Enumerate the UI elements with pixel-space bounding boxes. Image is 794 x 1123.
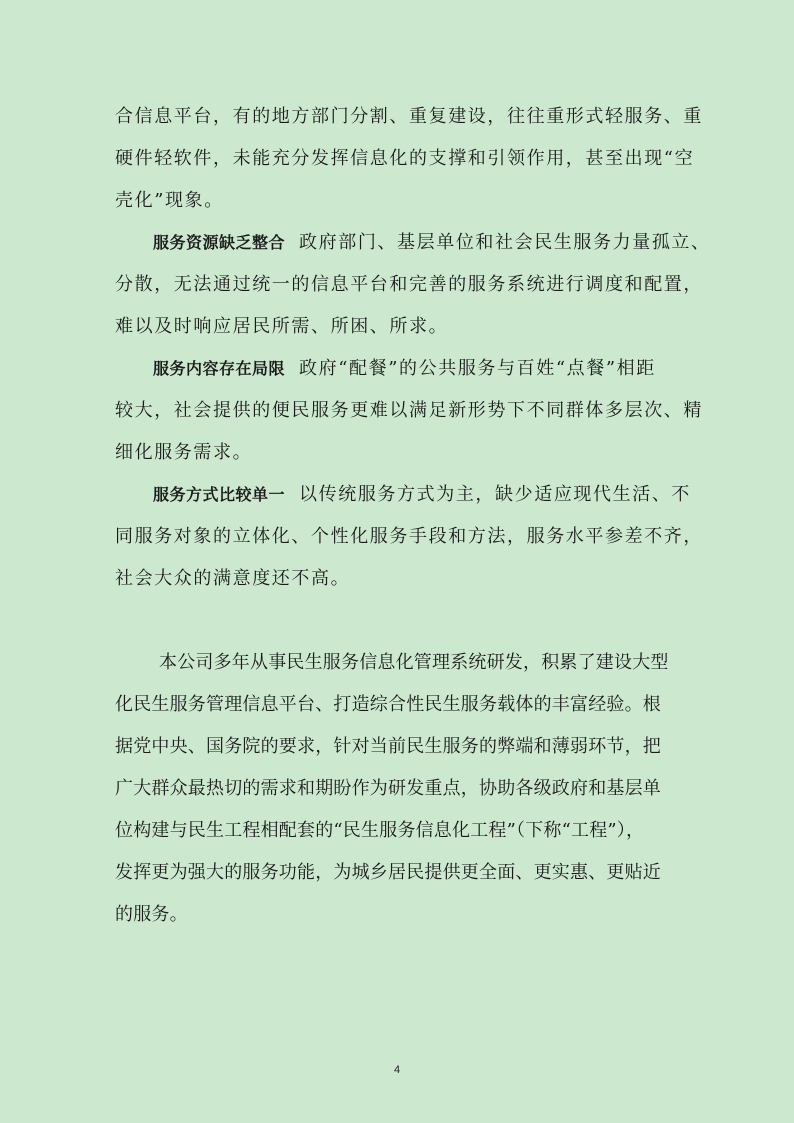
text-fragment: 以传统服务方式为主，缺少适应现代生活、不: [299, 484, 692, 505]
text-line: [115, 348, 685, 390]
text-line: 同服务对象的立体化、个性化服务手段和方法，服务水平参差不齐，: [115, 526, 703, 547]
text-line: 广大群众最热切的需求和期盼作为研发重点，协助各级政府和基层单: [115, 778, 661, 799]
text-fragment: 政府“配餐”的公共服务与百姓“点餐”相距: [299, 358, 656, 379]
paragraph-content: [115, 348, 703, 474]
section-heading: 服务内容存在局限: [153, 359, 286, 378]
paragraph-method: [115, 474, 703, 600]
page-number: 4: [393, 1064, 401, 1076]
text-line: 硬件轻软件，未能充分发挥信息化的支撑和引领作用，甚至出现“空: [115, 148, 695, 169]
document-body: [115, 96, 711, 936]
paragraph-company: [115, 642, 685, 936]
paragraph-spacer: [115, 600, 685, 642]
section-heading: 服务资源缺乏整合: [153, 233, 286, 252]
text-line: 细化服务需求。: [115, 442, 253, 463]
text-line: 本公司多年从事民生服务信息化管理系统研发，积累了建设大型: [159, 652, 669, 673]
text-line: 分散，无法通过统一的信息平台和完善的服务系统进行调度和配置，: [115, 274, 703, 295]
paragraph-intro-continuation: [115, 96, 703, 222]
text-line: 壳化”现象。: [115, 190, 224, 211]
text-line: 位构建与民生工程相配套的“民生服务信息化工程”（下称“工程”），: [115, 820, 645, 841]
text-line: 合信息平台，有的地方部门分割、重复建设，往往重形式轻服务、重: [115, 106, 703, 127]
text-line: 据党中央、国务院的要求，针对当前民生服务的弊端和薄弱环节，把: [115, 736, 661, 757]
text-fragment: 政府部门、基层单位和社会民生服务力量孤立、: [299, 232, 711, 253]
text-line: [115, 474, 692, 516]
text-line: 的服务。: [115, 904, 188, 925]
text-line: 化民生服务管理信息平台、打造综合性民生服务载体的丰富经验。根: [115, 694, 661, 715]
paragraph-resources: [115, 222, 711, 348]
section-heading: 服务方式比较单一: [153, 485, 286, 504]
text-line: 难以及时响应居民所需、所困、所求。: [115, 316, 449, 337]
text-line: [115, 222, 711, 264]
text-line: 发挥更为强大的服务功能，为城乡居民提供更全面、更实惠、更贴近: [115, 862, 661, 883]
text-line: 社会大众的满意度还不高。: [115, 568, 351, 589]
text-line: 较大，社会提供的便民服务更难以满足新形势下不同群体多层次、精: [115, 400, 703, 421]
